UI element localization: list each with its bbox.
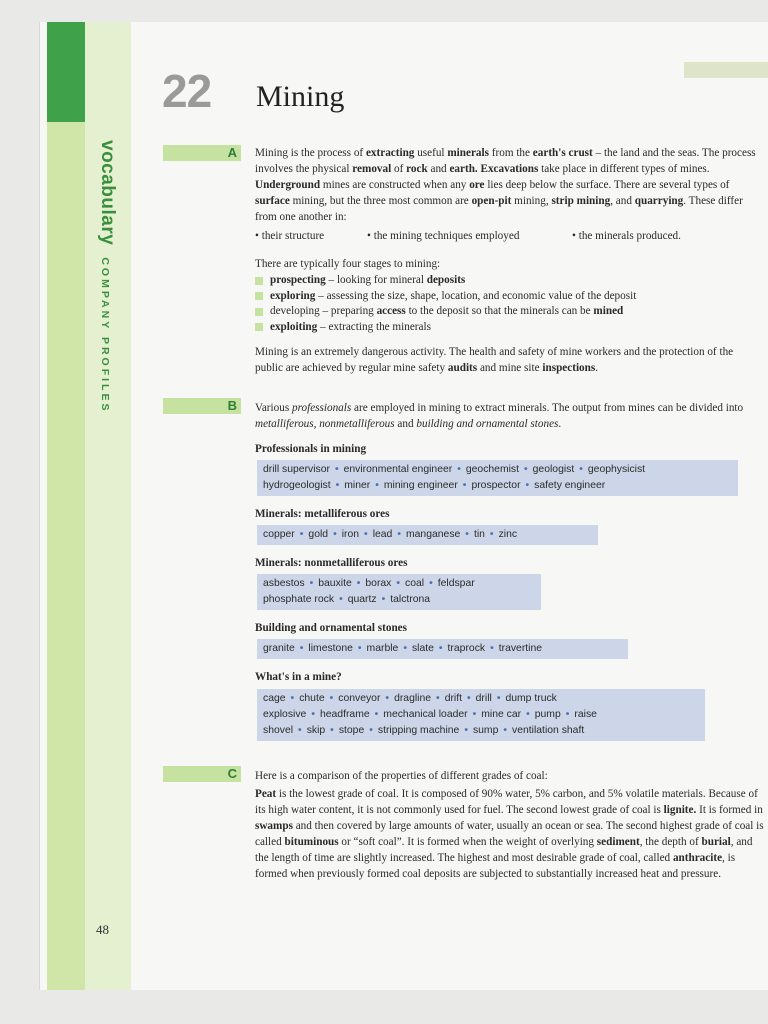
vocab-word: bauxite [318, 578, 352, 589]
separator-dot: • [385, 693, 390, 704]
separator-dot: • [357, 643, 362, 654]
vocab-word: slate [411, 643, 434, 654]
bold-term: access [376, 305, 406, 317]
text-run: developing – preparing [270, 305, 377, 317]
vocab-word: prospector [471, 480, 521, 491]
separator-dot: • [334, 464, 339, 475]
stage-item [255, 273, 636, 289]
vocab-word: mine car [481, 709, 522, 720]
bold-term: swamps [255, 820, 293, 832]
text-run: mining, [511, 195, 552, 207]
vocab-word: ventilation shaft [512, 725, 585, 736]
vocab-word: feldspar [437, 578, 475, 589]
text-run: and then covered by large amounts of water, usually an ocean or sea. The second highest grade of coal is called [255, 820, 764, 848]
vocab-word: phosphate rock [263, 594, 335, 605]
vocab-word: headframe [319, 709, 370, 720]
bold-term: deposits [426, 274, 466, 286]
vocab-word: manganese [405, 529, 461, 540]
unit-number: 22 [162, 65, 212, 117]
text-run: useful [414, 147, 448, 159]
unit-title: Mining [256, 80, 345, 113]
vocab-word: traprock [447, 643, 486, 654]
text-run: , the depth of [639, 836, 702, 848]
vocab-word: conveyor [338, 693, 381, 704]
vocab-word: travertine [498, 643, 543, 654]
text-run: and [394, 418, 417, 430]
separator-dot: • [309, 578, 314, 589]
spine-company-profiles: COMPANY PROFILES [99, 257, 111, 414]
bold-term: removal [352, 163, 392, 175]
separator-dot: • [369, 725, 373, 736]
vocab-word: asbestos [263, 578, 305, 589]
vocab-word: drift [444, 693, 463, 704]
word-line [263, 641, 622, 657]
bold-term: strip mining [551, 195, 611, 207]
bleed-through-band [684, 62, 768, 78]
separator-dot: • [374, 709, 379, 720]
vocab-word: talctrona [390, 594, 431, 605]
vocab-word: skip [306, 725, 326, 736]
bold-term: Underground [255, 179, 321, 191]
bold-term: open-pit [471, 195, 512, 207]
bold-term: Peat [255, 788, 277, 800]
text-run: Mining is an extremely dangerous activity. The health and safety of mine workers and the protection of the public are achieved by regular mine safety [255, 346, 734, 374]
stage-item [255, 289, 636, 305]
stage-marker [255, 323, 263, 331]
group-heading-nonmetalliferous: Minerals: nonmetalliferous ores [255, 557, 408, 569]
bold-term: prospecting [270, 274, 326, 286]
text-run: to the deposit so that the minerals can be [405, 305, 594, 317]
text-run: and [427, 163, 450, 175]
vocab-word: granite [263, 643, 295, 654]
separator-dot: • [299, 529, 304, 540]
section-a-marker: A [163, 145, 241, 161]
vocab-word: drill supervisor [263, 464, 330, 475]
vocab-word: quartz [347, 594, 377, 605]
stage-text [270, 320, 431, 336]
separator-dot: • [467, 693, 471, 704]
text-run: mines are constructed when any [320, 179, 470, 191]
vocab-word: zinc [498, 529, 518, 540]
separator-dot: • [526, 709, 530, 720]
vocab-word: copper [263, 529, 295, 540]
vocab-word: stripping machine [377, 725, 460, 736]
separator-dot: • [299, 643, 304, 654]
bold-term: bituminous [284, 836, 339, 848]
bold-term: sediment [596, 836, 640, 848]
spine-top-band [47, 22, 85, 122]
vocab-word: hydrogeologist [263, 480, 331, 491]
separator-dot: • [429, 578, 433, 589]
vocab-word: miner [344, 480, 371, 491]
word-box-mine [257, 689, 705, 741]
separator-dot: • [396, 578, 401, 589]
stage-text [270, 289, 636, 305]
separator-dot: • [464, 725, 468, 736]
vocab-word: limestone [308, 643, 353, 654]
word-box-stones [257, 639, 628, 659]
separator-dot: • [438, 643, 443, 654]
separator-dot: • [524, 464, 528, 475]
text-run: – assessing the size, shape, location, and economic value of the deposit [315, 289, 637, 302]
separator-dot: • [330, 725, 334, 736]
section-a-paragraph-1 [255, 145, 765, 225]
bold-term: earth. Excavations [449, 163, 539, 175]
bold-term: lignite. [663, 804, 697, 816]
word-box-professionals [257, 460, 738, 496]
separator-dot: • [364, 529, 368, 540]
section-a-bullets [255, 230, 755, 242]
vocab-word: pump [534, 709, 561, 720]
stage-item [255, 304, 636, 320]
separator-dot: • [525, 480, 530, 491]
vocab-word: stope [338, 725, 365, 736]
text-run: . [558, 418, 562, 430]
italic-term: professionals [291, 402, 352, 414]
text-run: and mine site [477, 362, 543, 374]
vocab-word: tin [473, 529, 485, 540]
text-run: or “soft coal”. It is formed when the weight of overlying [338, 836, 597, 848]
word-line [263, 478, 732, 494]
separator-dot: • [490, 643, 494, 654]
vocab-word: mining engineer [383, 480, 458, 491]
bold-term: exploiting [270, 320, 318, 333]
vocab-word: cage [263, 693, 286, 704]
bold-term: ore [469, 179, 485, 191]
vocab-word: raise [574, 709, 597, 720]
text-run: . These differ from one another in: [255, 195, 743, 223]
stage-item [255, 320, 636, 336]
stages-intro: There are typically four stages to mining: [255, 258, 441, 270]
bullet-minerals: • the minerals produced. [572, 230, 681, 242]
separator-dot: • [381, 594, 386, 605]
bold-term: rock [406, 163, 428, 175]
separator-dot: • [465, 529, 469, 540]
vocab-word: marble [366, 643, 399, 654]
vocab-word: gold [308, 529, 329, 540]
word-line [263, 691, 699, 707]
text-run: lies deep below the surface. There are several types of [484, 179, 730, 191]
word-box-metalliferous [257, 525, 598, 545]
section-b-marker: B [163, 398, 241, 414]
separator-dot: • [375, 480, 379, 491]
vocab-word: sump [472, 725, 499, 736]
separator-dot: • [503, 725, 508, 736]
text-run: from the [488, 147, 533, 159]
text-run: , is formed when previously formed coal deposits are subjected to substantially increased heat and pressure. [255, 852, 736, 880]
vocab-word: iron [341, 529, 360, 540]
stage-text [270, 304, 623, 320]
section-c-paragraph [255, 786, 765, 882]
word-box-nonmetalliferous [257, 574, 541, 610]
bullet-structure: • their structure [255, 230, 325, 242]
text-run: take place in different types of mines. [538, 163, 710, 175]
separator-dot: • [579, 464, 583, 475]
stage-marker [255, 308, 263, 316]
text-run: is the lowest grade of coal. It is composed of 90% water, 5% carbon, and 5% volatile materials. Because of its high water content, it is not commonly used for fuel. The second lowest grade of coal is [255, 788, 758, 816]
spine-label [88, 140, 128, 414]
text-run: Mining is the process of [255, 147, 366, 159]
section-c-marker: C [163, 766, 241, 782]
group-heading-professionals: Professionals in mining [255, 443, 367, 455]
bold-term: audits [447, 362, 478, 374]
text-run: It is formed in [696, 804, 763, 816]
section-c-intro: Here is a comparison of the properties of different grades of coal: [255, 770, 548, 782]
vocab-word: geologist [532, 464, 575, 475]
bold-term: minerals [447, 147, 489, 159]
word-line [263, 707, 699, 723]
italic-term: building and ornamental stones [416, 418, 559, 430]
separator-dot: • [496, 693, 501, 704]
vocab-word: dragline [394, 693, 432, 704]
word-line [263, 462, 732, 478]
bullet-techniques: • the mining techniques employed [367, 230, 520, 242]
separator-dot: • [403, 643, 407, 654]
text-run: – the land and the seas. The process involves the physical [255, 147, 756, 175]
vocab-word: explosive [263, 709, 307, 720]
bold-term: exploring [270, 289, 316, 302]
text-run: – extracting the minerals [317, 320, 431, 333]
italic-term: metalliferous, nonmetalliferous [255, 418, 395, 430]
word-line [263, 592, 535, 608]
group-heading-stones: Building and ornamental stones [255, 622, 407, 634]
separator-dot: • [565, 709, 570, 720]
text-run: mining, but the three most common are [289, 195, 472, 207]
bold-term: extracting [365, 147, 415, 159]
vocab-word: safety engineer [534, 480, 606, 491]
page-number: 48 [96, 922, 109, 937]
stage-marker [255, 292, 263, 300]
vocab-word: geochemist [465, 464, 520, 475]
separator-dot: • [335, 480, 340, 491]
separator-dot: • [489, 529, 494, 540]
separator-dot: • [356, 578, 361, 589]
bold-term: burial [701, 836, 731, 848]
bold-term: earth's crust [532, 147, 593, 159]
vocab-word: geophysicist [587, 464, 646, 475]
group-heading-metalliferous: Minerals: metalliferous ores [255, 508, 390, 520]
text-run: , and the length of time are slightly increased. The highest and most desirable grade of coal, called [255, 836, 753, 864]
vocab-word: mechanical loader [383, 709, 468, 720]
section-a-paragraph-3 [255, 344, 760, 376]
bold-term: quarrying [634, 195, 684, 207]
separator-dot: • [472, 709, 477, 720]
separator-dot: • [329, 693, 334, 704]
text-run: – looking for mineral [325, 274, 427, 286]
vocab-word: drill [475, 693, 492, 704]
vocab-word: chute [299, 693, 325, 704]
vocab-word: dump truck [505, 693, 557, 704]
separator-dot: • [436, 693, 440, 704]
separator-dot: • [333, 529, 337, 540]
separator-dot: • [311, 709, 315, 720]
word-line [263, 723, 699, 739]
stages-list [255, 273, 636, 335]
bold-term: surface [255, 195, 290, 207]
bold-term: inspections [542, 362, 596, 374]
group-heading-mine: What's in a mine? [255, 671, 342, 683]
stage-marker [255, 277, 263, 285]
vocab-word: coal [405, 578, 425, 589]
separator-dot: • [339, 594, 343, 605]
separator-dot: • [457, 464, 461, 475]
separator-dot: • [290, 693, 295, 704]
stage-text [270, 273, 465, 289]
bold-term: anthracite [672, 852, 723, 864]
section-b-intro [255, 400, 760, 432]
text-run: , and [610, 195, 635, 207]
separator-dot: • [298, 725, 302, 736]
word-line [263, 576, 535, 592]
vocab-word: lead [372, 529, 393, 540]
text-run: . [595, 362, 599, 374]
spine-vocabulary: vocabulary [97, 140, 118, 246]
separator-dot: • [462, 480, 467, 491]
text-run: of [391, 163, 407, 175]
bold-term: mined [593, 305, 624, 317]
word-line [263, 527, 592, 543]
vocab-word: environmental engineer [343, 464, 453, 475]
separator-dot: • [397, 529, 401, 540]
text-run: are employed in mining to extract minerals. The output from mines can be divided into [351, 402, 744, 414]
spine-band [47, 122, 85, 990]
text-run: Various [255, 402, 292, 414]
vocab-word: shovel [263, 725, 294, 736]
vocab-word: borax [365, 578, 392, 589]
